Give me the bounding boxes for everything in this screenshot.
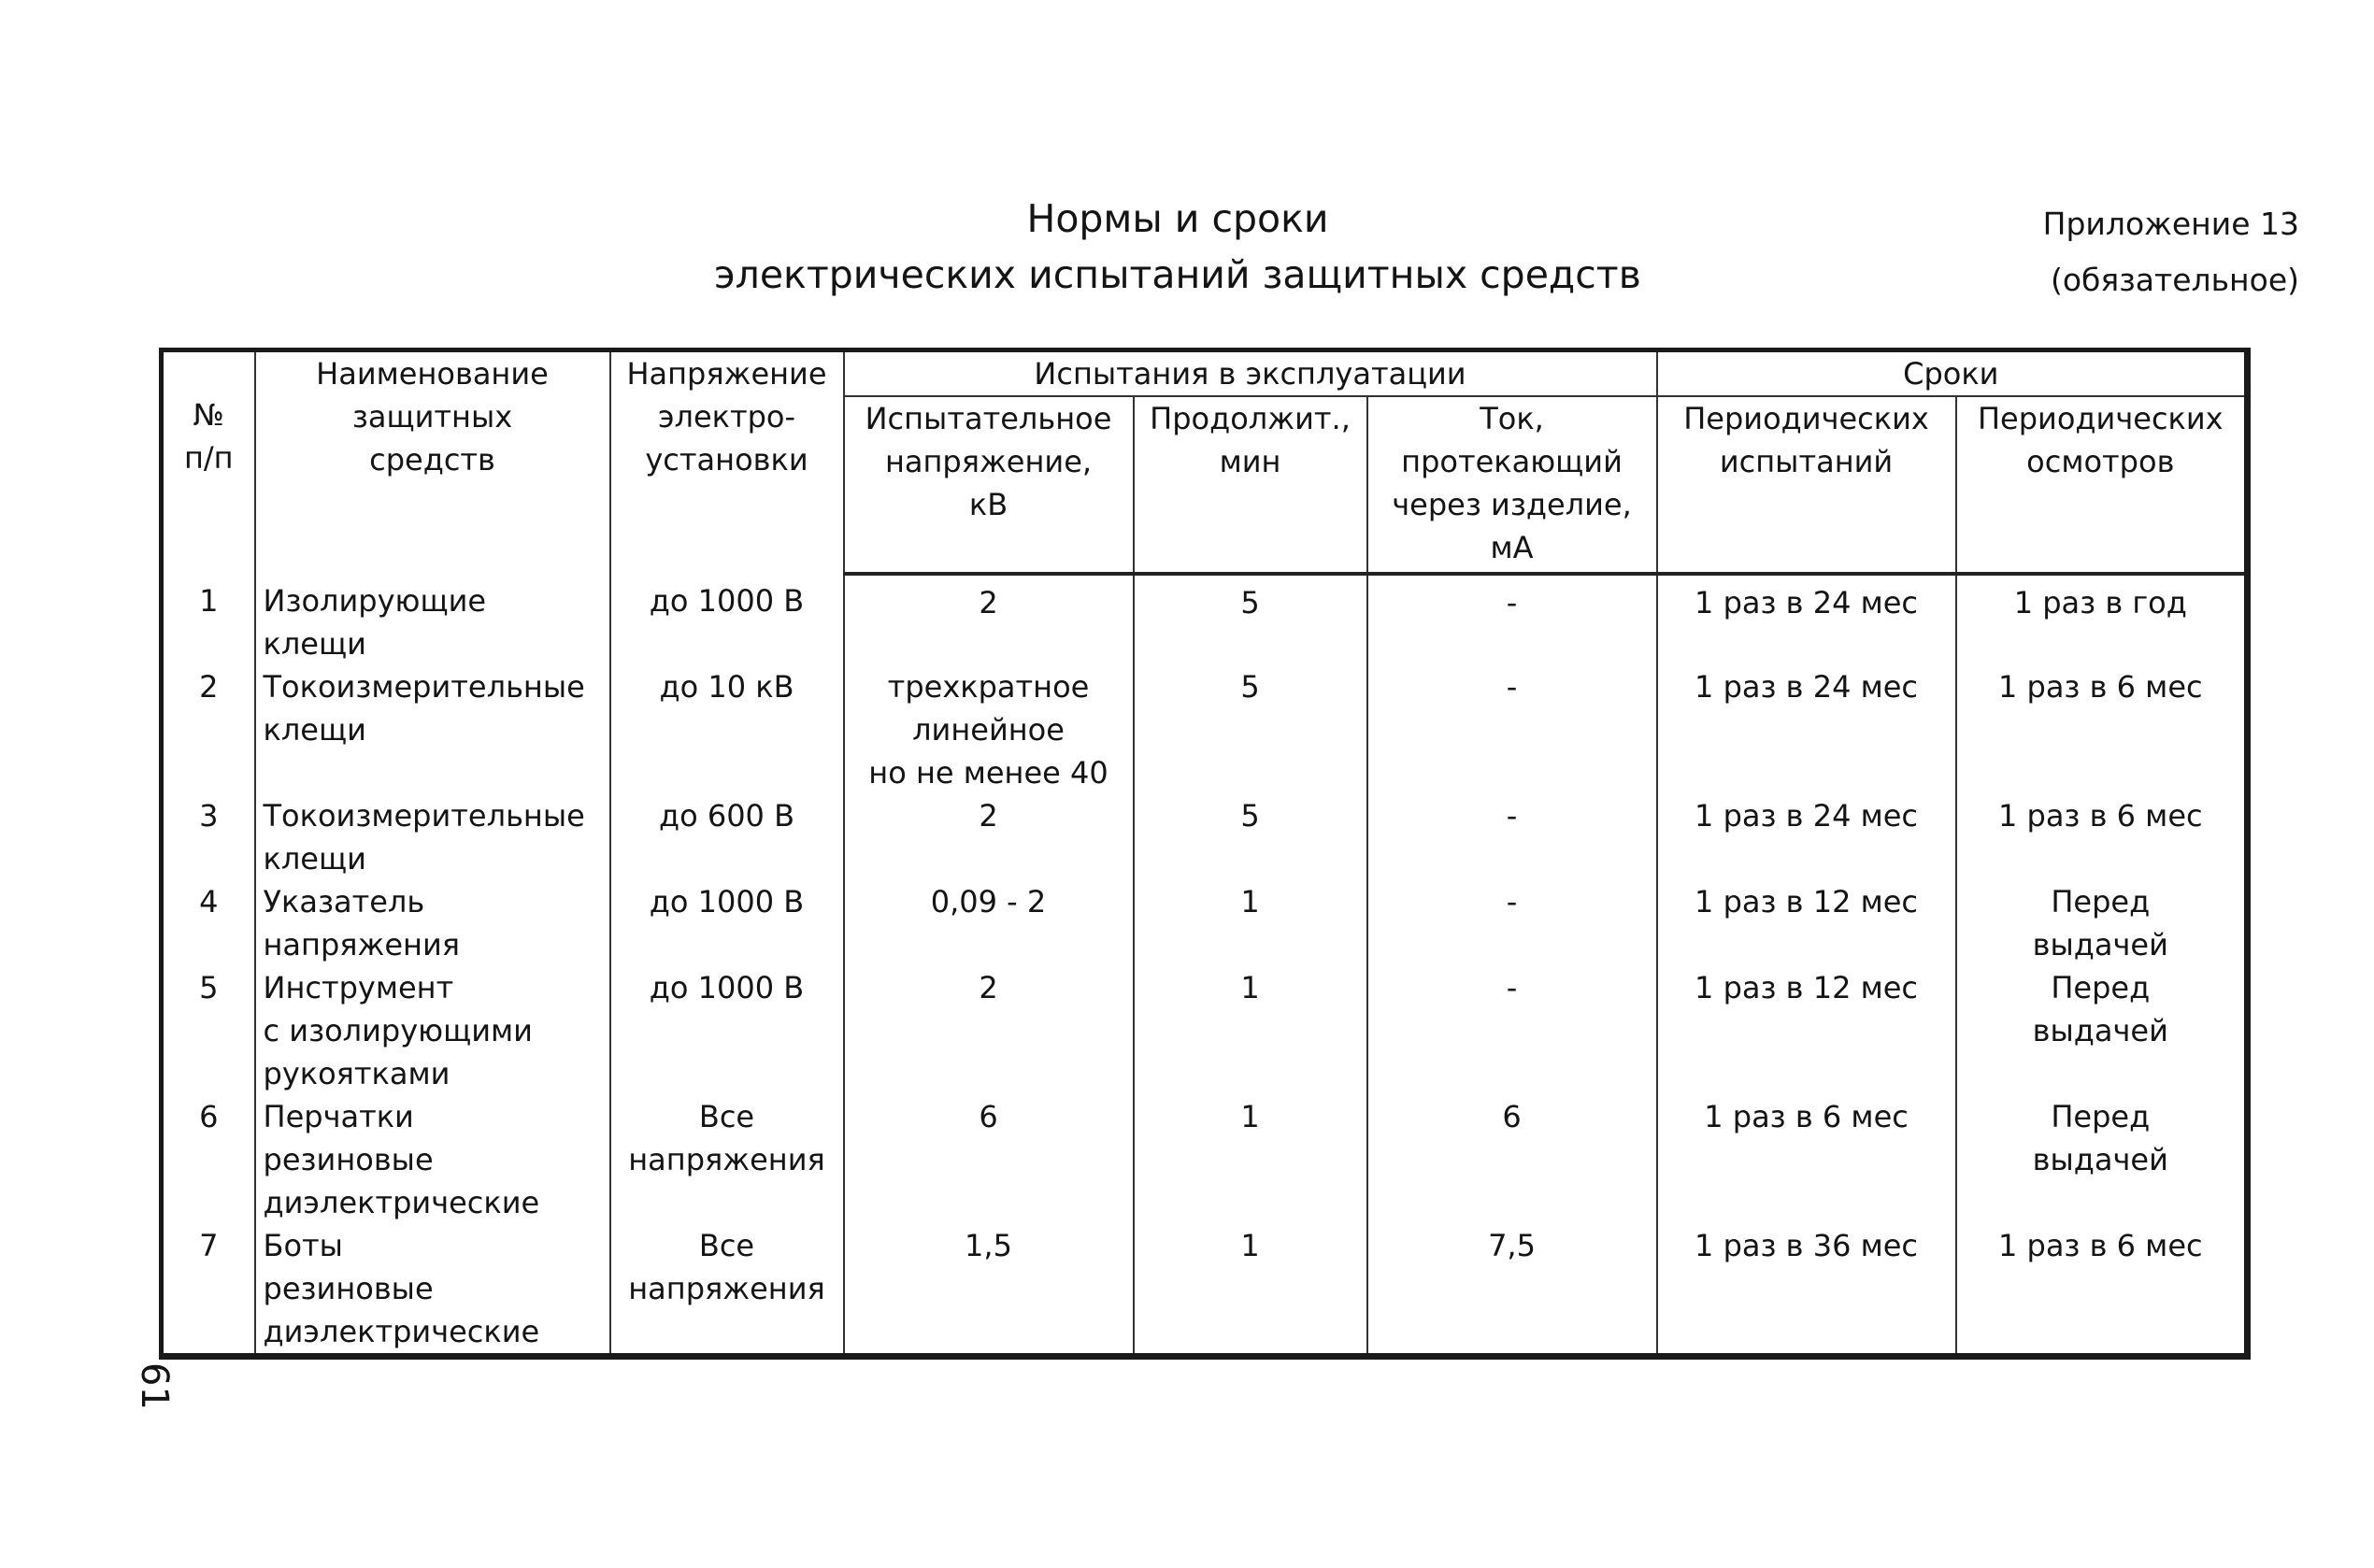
header-test-voltage: Испытательное напряжение, кВ bbox=[844, 396, 1134, 574]
row-name: Указатель напряжения bbox=[255, 880, 610, 966]
row-current: - bbox=[1367, 880, 1657, 966]
row-test-voltage: 1,5 bbox=[844, 1224, 1134, 1357]
header-current: Ток, протекающий через изделие, мА bbox=[1367, 396, 1657, 574]
row-current: 6 bbox=[1367, 1095, 1657, 1224]
header-group-terms: Сроки bbox=[1657, 350, 2248, 397]
header-periodic-inspections: Периодических осмотров bbox=[1956, 396, 2248, 574]
row-voltage: до 1000 В bbox=[610, 966, 844, 1095]
row-current: - bbox=[1367, 665, 1657, 794]
row-number: 1 bbox=[162, 574, 255, 665]
row-periodic-tests: 1 раз в 24 мес bbox=[1657, 574, 1956, 665]
row-periodic-tests: 1 раз в 12 мес bbox=[1657, 880, 1956, 966]
row-duration: 5 bbox=[1134, 665, 1367, 794]
row-voltage: Все напряжения bbox=[610, 1095, 844, 1224]
row-voltage: до 600 В bbox=[610, 794, 844, 880]
row-periodic-tests: 1 раз в 12 мес bbox=[1657, 966, 1956, 1095]
table-row bbox=[162, 1095, 2248, 1224]
row-name: Боты резиновые диэлектрические bbox=[255, 1224, 610, 1357]
row-current: 7,5 bbox=[1367, 1224, 1657, 1357]
table-row bbox=[162, 1224, 2248, 1357]
header-group-tests: Испытания в эксплуатации bbox=[844, 350, 1657, 397]
row-periodic-inspections: 1 раз в 6 мес bbox=[1956, 1224, 2248, 1357]
row-duration: 5 bbox=[1134, 574, 1367, 665]
row-periodic-inspections: 1 раз в 6 мес bbox=[1956, 665, 2248, 794]
row-voltage: до 1000 В bbox=[610, 880, 844, 966]
row-test-voltage: 2 bbox=[844, 794, 1134, 880]
document-title-line-2: электрических испытаний защитных средств bbox=[714, 252, 1641, 297]
header-duration: Продолжит., мин bbox=[1134, 396, 1367, 574]
row-periodic-inspections: Перед выдачей bbox=[1956, 1095, 2248, 1224]
row-number: 3 bbox=[162, 794, 255, 880]
row-current: - bbox=[1367, 966, 1657, 1095]
document-title-line-1: Нормы и сроки bbox=[1026, 196, 1329, 241]
row-current: - bbox=[1367, 794, 1657, 880]
row-periodic-inspections: 1 раз в год bbox=[1956, 574, 2248, 665]
row-test-voltage: 6 bbox=[844, 1095, 1134, 1224]
table-row bbox=[162, 966, 2248, 1095]
row-test-voltage: 0,09 - 2 bbox=[844, 880, 1134, 966]
row-number: 7 bbox=[162, 1224, 255, 1357]
row-duration: 1 bbox=[1134, 1095, 1367, 1224]
tests-table bbox=[159, 348, 2251, 1360]
row-number: 2 bbox=[162, 665, 255, 794]
appendix-number: Приложение 13 bbox=[2042, 206, 2299, 242]
row-test-voltage: 2 bbox=[844, 966, 1134, 1095]
row-name: Изолирующие клещи bbox=[255, 574, 610, 665]
appendix-status: (обязательное) bbox=[2050, 262, 2299, 298]
header-voltage: Напряжение электро- установки bbox=[610, 350, 844, 575]
row-periodic-inspections: Перед выдачей bbox=[1956, 880, 2248, 966]
row-voltage: до 10 кВ bbox=[610, 665, 844, 794]
row-periodic-tests: 1 раз в 36 мес bbox=[1657, 1224, 1956, 1357]
row-periodic-inspections: Перед выдачей bbox=[1956, 966, 2248, 1095]
row-duration: 1 bbox=[1134, 880, 1367, 966]
row-periodic-tests: 1 раз в 24 мес bbox=[1657, 665, 1956, 794]
row-name: Токоизмерительные клещи bbox=[255, 794, 610, 880]
row-name: Токоизмерительные клещи bbox=[255, 665, 610, 794]
row-number: 5 bbox=[162, 966, 255, 1095]
row-test-voltage: трехкратное линейное но не менее 40 bbox=[844, 665, 1134, 794]
table-row bbox=[162, 880, 2248, 966]
row-current: - bbox=[1367, 574, 1657, 665]
table-row bbox=[162, 574, 2248, 665]
row-periodic-tests: 1 раз в 24 мес bbox=[1657, 794, 1956, 880]
row-number: 4 bbox=[162, 880, 255, 966]
row-name: Инструмент с изолирующими рукоятками bbox=[255, 966, 610, 1095]
row-number: 6 bbox=[162, 1095, 255, 1224]
page-number: 61 bbox=[133, 1362, 176, 1410]
row-voltage: до 1000 В bbox=[610, 574, 844, 665]
table-row bbox=[162, 665, 2248, 794]
header-periodic-tests: Периодических испытаний bbox=[1657, 396, 1956, 574]
row-voltage: Все напряжения bbox=[610, 1224, 844, 1357]
row-periodic-tests: 1 раз в 6 мес bbox=[1657, 1095, 1956, 1224]
row-duration: 1 bbox=[1134, 1224, 1367, 1357]
header-num: № п/п bbox=[162, 350, 255, 575]
row-name: Перчатки резиновые диэлектрические bbox=[255, 1095, 610, 1224]
table-row bbox=[162, 794, 2248, 880]
row-periodic-inspections: 1 раз в 6 мес bbox=[1956, 794, 2248, 880]
header-name: Наименование защитных средств bbox=[255, 350, 610, 575]
row-test-voltage: 2 bbox=[844, 574, 1134, 665]
row-duration: 1 bbox=[1134, 966, 1367, 1095]
row-duration: 5 bbox=[1134, 794, 1367, 880]
